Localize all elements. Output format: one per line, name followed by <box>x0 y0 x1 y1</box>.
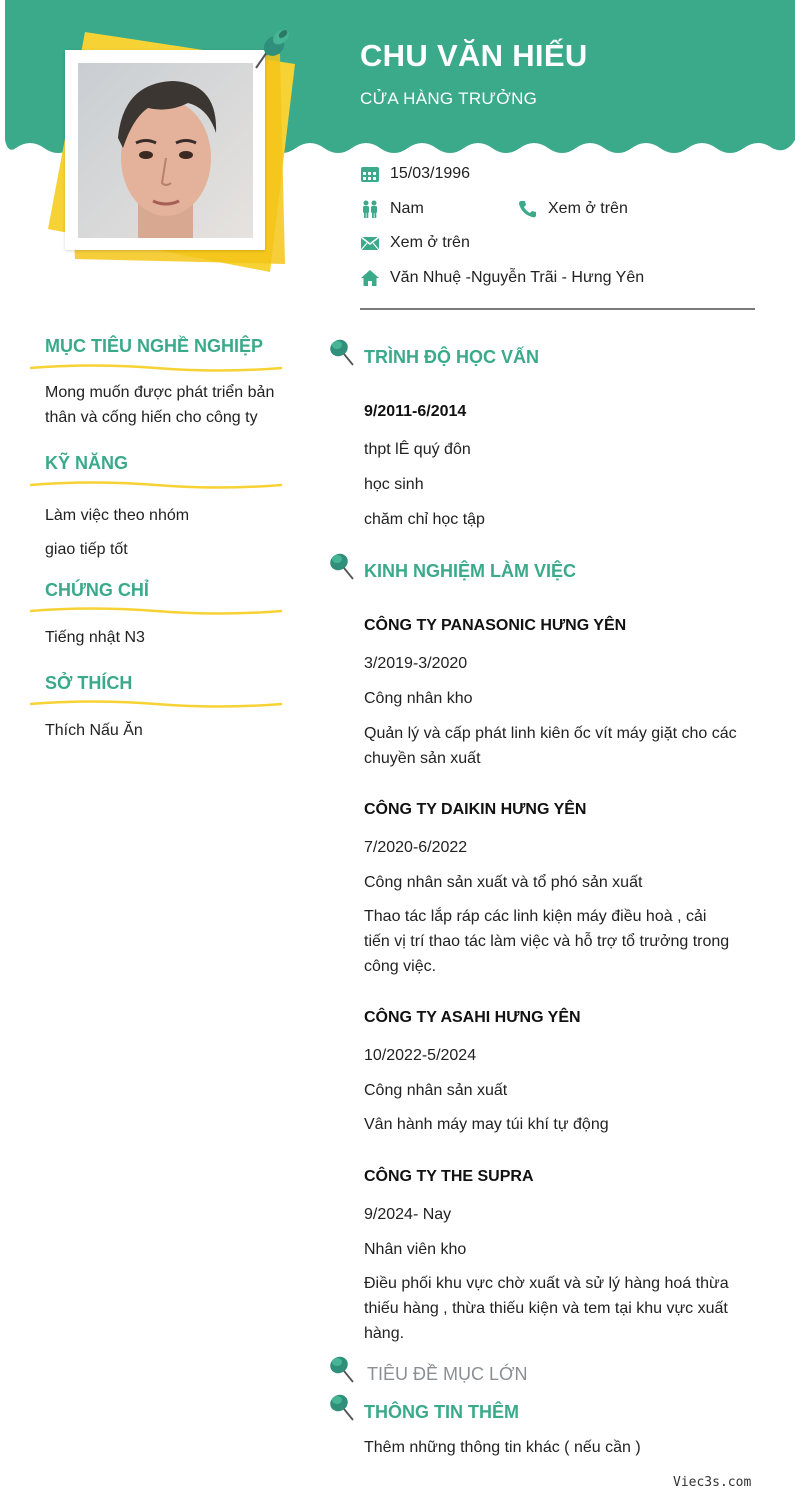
objective-heading: MỤC TIÊU NGHỀ NGHIỆP <box>45 336 264 356</box>
pushpin-icon <box>328 551 356 581</box>
hobbies-heading: SỞ THÍCH <box>45 673 133 693</box>
contact-dob <box>360 165 470 183</box>
placeholder-heading: TIÊU ĐỀ MỤC LỚN <box>367 1364 528 1384</box>
contact-email <box>360 234 470 252</box>
certificates-heading: CHỨNG CHỈ <box>45 580 149 600</box>
experience-heading: KINH NGHIỆM LÀM VIỆC <box>364 561 577 581</box>
job-position: Công nhân kho <box>364 690 473 707</box>
job-description: Thao tác lắp ráp các linh kiện máy điều hoà , cải tiến vị trí thao tác làm việc và hỗ trợ tổ trưởng trong công việc. <box>364 908 730 975</box>
wavy-divider <box>30 606 282 616</box>
address-value: Văn Nhuệ -Nguyễn Trãi - Hưng Yên <box>390 269 645 286</box>
candidate-name: CHU VĂN HIẾU <box>360 38 588 73</box>
photo-frame <box>65 50 265 250</box>
job-period: 3/2019-3/2020 <box>364 655 468 672</box>
phone-value: Xem ở trên <box>548 200 628 217</box>
certificate-item: Tiếng nhật N3 <box>45 629 145 646</box>
contact-gender <box>360 200 424 218</box>
gender-value: Nam <box>390 200 424 217</box>
wavy-divider <box>30 363 282 373</box>
contact-divider <box>360 308 755 310</box>
wavy-divider <box>30 480 282 490</box>
pushpin-icon <box>328 337 356 367</box>
job-company: CÔNG TY ASAHI HƯNG YÊN <box>364 1009 581 1026</box>
wavy-divider <box>30 699 282 709</box>
job-description: Điều phối khu vực chờ xuất và sử lý hàng hoá thừa thiếu hàng , thừa thiếu kiện và tem tại khu vực xuất hàng. <box>364 1275 729 1342</box>
job-company: CÔNG TY PANASONIC HƯNG YÊN <box>364 617 627 634</box>
education-position: học sinh <box>364 476 424 493</box>
job-company: CÔNG TY THE SUPRA <box>364 1168 534 1185</box>
additional-text: Thêm những thông tin khác ( nếu cần ) <box>364 1439 641 1456</box>
education-heading: TRÌNH ĐỘ HỌC VẤN <box>364 347 539 367</box>
job-period: 10/2022-5/2024 <box>364 1047 477 1064</box>
job-description: Quản lý và cấp phát linh kiên ốc vít máy giặt cho các chuyền sản xuất <box>364 725 737 767</box>
calendar-icon <box>360 165 380 183</box>
candidate-role: CỬA HÀNG TRƯỞNG <box>360 89 538 108</box>
additional-heading: THÔNG TIN THÊM <box>364 1402 519 1422</box>
phone-icon <box>518 200 538 218</box>
education-description: chăm chỉ học tập <box>364 511 485 528</box>
contact-address <box>360 269 644 287</box>
pushpin-icon <box>328 1392 356 1422</box>
skill-item: Làm việc theo nhóm <box>45 507 190 524</box>
people-icon <box>360 200 380 218</box>
objective-line-1: Mong muốn được phát triển bản <box>45 384 275 401</box>
profile-photo <box>78 63 253 238</box>
job-company: CÔNG TY DAIKIN HƯNG YÊN <box>364 801 587 818</box>
job-description: Vân hành máy may túi khí tự động <box>364 1116 609 1133</box>
job-position: Công nhân sản xuất và tổ phó sản xuất <box>364 874 643 891</box>
pushpin-icon <box>250 24 292 72</box>
job-position: Nhân viên kho <box>364 1241 467 1258</box>
dob-value: 15/03/1996 <box>390 165 471 182</box>
education-school: thpt lÊ quý đôn <box>364 441 471 458</box>
pushpin-icon <box>328 1354 356 1384</box>
job-period: 9/2024- Nay <box>364 1206 452 1223</box>
email-value: Xem ở trên <box>390 234 470 251</box>
skills-heading: KỸ NĂNG <box>45 453 129 473</box>
job-period: 7/2020-6/2022 <box>364 839 468 856</box>
objective-line-2: thân và cống hiến cho công ty <box>45 409 258 426</box>
mail-icon <box>360 234 380 252</box>
contact-phone <box>518 200 628 218</box>
skill-item: giao tiếp tốt <box>45 541 128 558</box>
education-period: 9/2011-6/2014 <box>364 403 467 420</box>
hobby-item: Thích Nấu Ăn <box>45 722 143 739</box>
footer-brand: Viec3s.com <box>673 1475 752 1490</box>
home-icon <box>360 269 380 287</box>
job-position: Công nhân sản xuất <box>364 1082 508 1099</box>
